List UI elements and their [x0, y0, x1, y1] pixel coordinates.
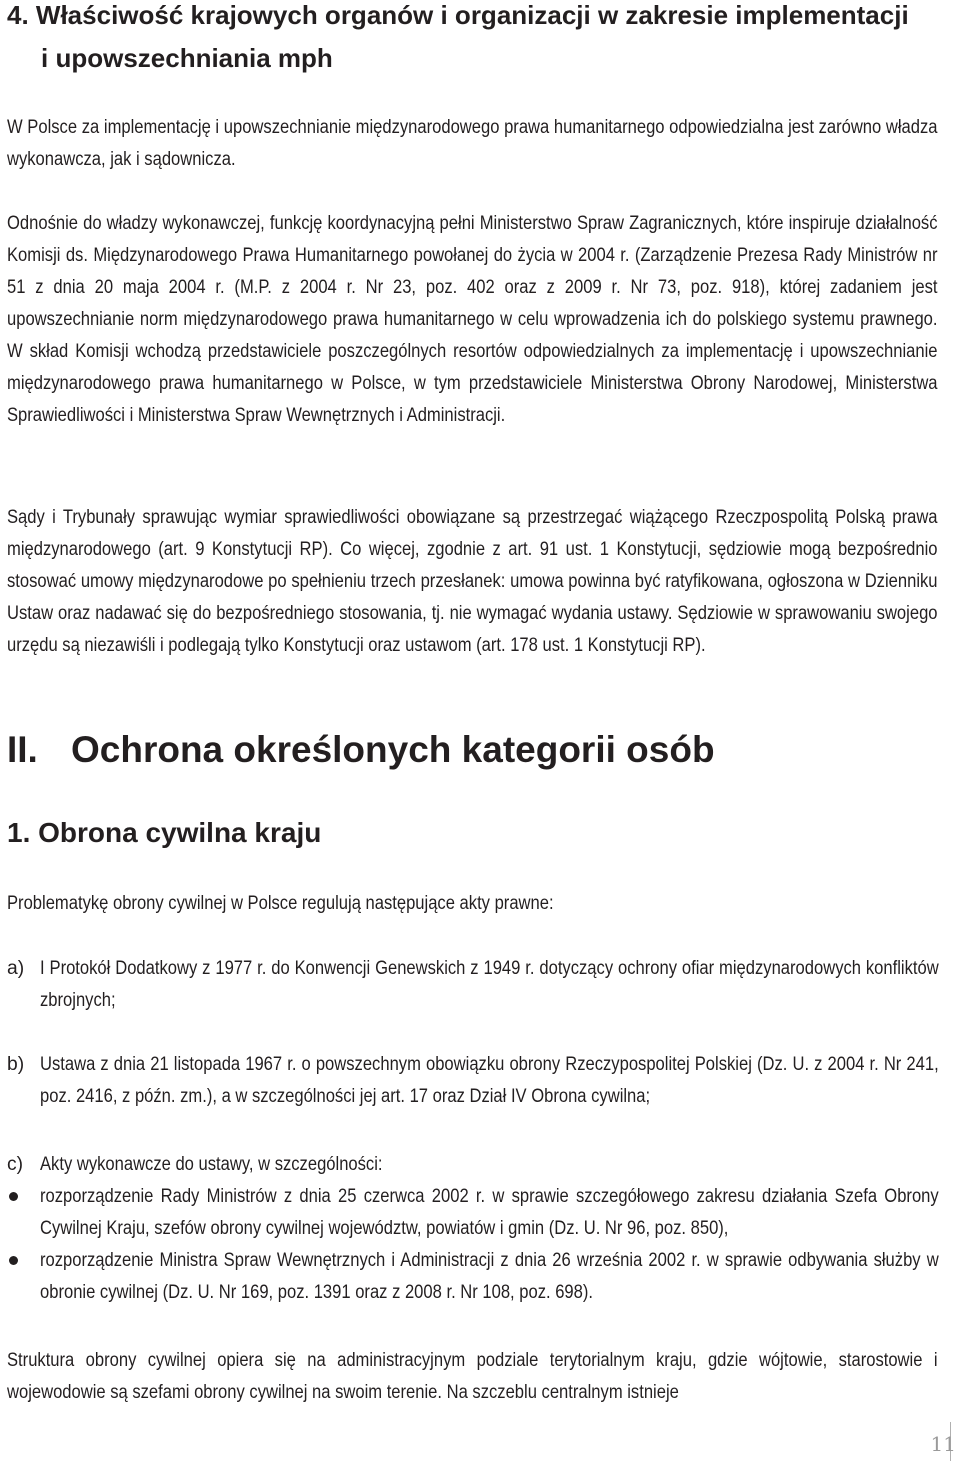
paragraph-executive-judicial: W Polsce za implementację i upowszechnianie międzynarodowego prawa humanitarnego odpowiedzialna jest zarówno władza wykonawcza, jak i sądownicza.	[7, 117, 938, 170]
bullet-text-1: rozporządzenie Rady Ministrów z dnia 25 czerwca 2002 r. w sprawie szczegółowego zakresu działania Szefa Obrony Cywilnej Kraju, szefów obrony cywilnej województw, powiatów i gmin (Dz. U. Nr 96, poz. 850),	[40, 1186, 939, 1239]
chapter-title: Ochrona określonych kategorii osób	[71, 729, 715, 770]
list-label-a: a)	[7, 958, 25, 979]
section-4-title-line1: Właściwość krajowych organów i organizacji w zakresie implementacji	[35, 0, 909, 30]
section-4-number: 4.	[7, 0, 29, 30]
section-1-heading: 1. Obrona cywilna kraju	[7, 817, 322, 848]
paragraph-commission: Odnośnie do władzy wykonawczej, funkcję koordynacyjną pełni Ministerstwo Spraw Zagranicznych, które inspiruje działalność Komisji ds. Międzynarodowego Prawa Humanitarnego powołanej do życia w 2004 r. (Zarządzenie Prezesa Rady Ministrów nr 51 z dnia 20 maja 2004 r. (M.P. z 2004 r. Nr 23, poz. 402 oraz z 2009 r. Nr 73, poz. 918), której zadaniem jest upowszechnianie norm międzynarodowego prawa humanitarnego w celu wprowadzenia ich do polskiego systemu prawnego. W skład Komisji wchodzą przedstawiciele poszczególnych resortów odpowiedzialnych za implementację i upowszechnianie międzynarodowego prawa humanitarnego w Polsce, w tym przedstawiciele Ministerstwa Obrony Narodowej, Ministerstwa Sprawiedliwości i Ministerstwa Spraw Wewnętrznych i Administracji.	[7, 213, 938, 426]
list-text-c: Akty wykonawcze do ustawy, w szczególności:	[40, 1154, 383, 1175]
paragraph-courts: Sądy i Trybunały sprawując wymiar sprawiedliwości obowiązane są przestrzegać wiążącego Rzeczpospolitą Polską prawa międzynarodowego (art. 9 Konstytucji RP). Co więcej, zgodnie z art. 91 ust. 1 Konstytucji, sędziowie mogą bezpośrednio stosować umowy międzynarodowe po spełnieniu trzech przesłanek: umowa powinna być ratyfikowana, ogłoszona w Dzienniku Ustaw oraz nadawać się do bezpośredniego stosowania, tj. nie wymagać wydania ustawy. Sędziowie w sprawowaniu swojego urzędu są niezawiśli i podlegają tylko Konstytucji oraz ustawom (art. 178 ust. 1 Konstytucji RP).	[7, 507, 938, 656]
section-4-heading	[7, 0, 937, 80]
section-4-title-line2: i upowszechniania mph	[41, 43, 333, 73]
list-label-c: c)	[7, 1154, 24, 1175]
list-label-b: b)	[7, 1054, 25, 1075]
bullet-icon	[9, 1192, 18, 1201]
paragraph-legal-acts-intro: Problematykę obrony cywilnej w Polsce regulują następujące akty prawne:	[7, 893, 554, 914]
bullet-icon	[9, 1256, 18, 1265]
paragraph-civil-defence-structure: Struktura obrony cywilnej opiera się na administracyjnym podziale terytorialnym kraju, gdzie wójtowie, starostowie i wojewodowie są szefami obrony cywilnej na swoim terenie. Na szczeblu centralnym istnieje	[7, 1350, 938, 1403]
chapter-roman-numeral: II.	[7, 729, 38, 770]
chapter-heading	[7, 728, 937, 772]
list-text-b: Ustawa z dnia 21 listopada 1967 r. o powszechnym obowiązku obrony Rzeczypospolitej Polskiej (Dz. U. z 2004 r. Nr 241, poz. 2416, z późn. zm.), a w szczególności jej art. 17 oraz Dział IV Obrona cywilna;	[40, 1054, 939, 1107]
list-text-a: I Protokół Dodatkowy z 1977 r. do Konwencji Genewskich z 1949 r. dotyczący ochrony ofiar międzynarodowych konfliktów zbrojnych;	[40, 958, 939, 1011]
bullet-text-2: rozporządzenie Ministra Spraw Wewnętrznych i Administracji z dnia 26 września 2002 r. w sprawie odbywania służby w obronie cywilnej (Dz. U. Nr 169, poz. 1391 oraz z 2008 r. Nr 108, poz. 698).	[40, 1250, 939, 1303]
page-number: 11	[930, 1432, 956, 1456]
